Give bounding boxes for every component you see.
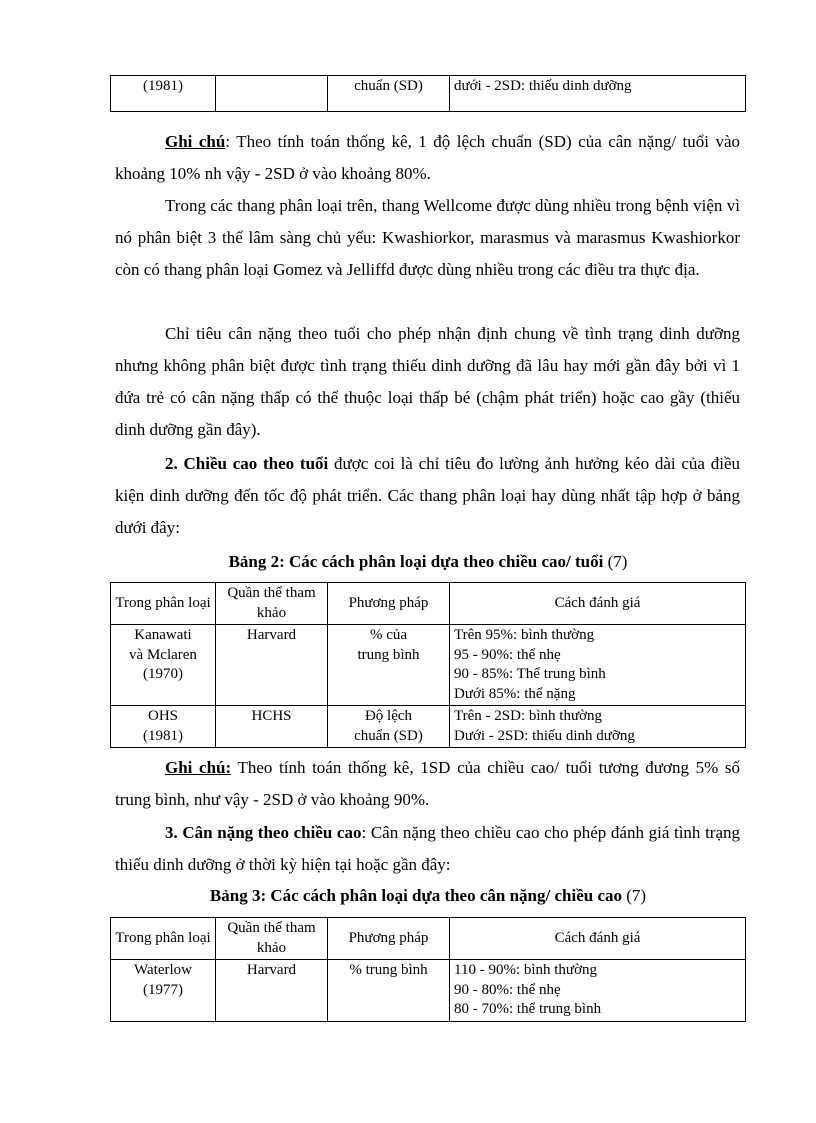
cell-line: Dưới 85%: thể nặng <box>454 685 576 702</box>
table-cell: dưới - 2SD: thiếu dinh dưỡng <box>450 76 746 112</box>
table-cell <box>111 625 216 706</box>
cell-line: Trên 95%: bình thường <box>454 627 595 643</box>
note-text: Theo tính toán thống kê, 1SD của chiều cao/ tuổi tương đương 5% số trung bình, như vậy - 2SD ở vào khoảng 90%. <box>115 758 740 809</box>
table-3 <box>110 917 746 1022</box>
note-text: : Theo tính toán thống kê, 1 độ lệch chuẩn (SD) của cân nặng/ tuổi vào khoảng 10% nh vậy - 2SD ở vào khoảng 80%. <box>115 132 741 183</box>
caption-title: Bảng 2: Các cách phân loại dựa theo chiều cao/ tuổi <box>228 552 604 571</box>
cell-line: Waterlow <box>134 962 192 978</box>
cell-line: OHS <box>147 708 178 724</box>
table-2 <box>110 582 746 748</box>
cell-line: trung bình <box>357 646 420 663</box>
section-heading: 2. Chiều cao theo tuổi <box>165 454 329 473</box>
cell-line: 90 - 85%: Thể trung bình <box>454 666 606 682</box>
column-header: Trong phân loại <box>111 918 216 960</box>
table-cell <box>216 625 328 706</box>
paragraph-2: Chỉ tiêu cân nặng theo tuổi cho phép nhận định chung về tình trạng dinh dưỡng nhưng không phân biệt được tình trạng thiếu dinh dưỡng đã lâu hay mới gần đây bởi vì 1 đứa trẻ có cân nặng thấp có thể thuộc loại thấp bé (chậm phát triển) hoặc cao gầy (thiếu dinh dưỡng gần đây). <box>115 324 740 439</box>
table-cell <box>216 76 328 112</box>
table-cell: (1981) <box>111 76 216 112</box>
table-cell <box>111 706 216 748</box>
note-label: Ghi chú: <box>165 758 232 777</box>
cell-line: 95 - 90%: thể nhẹ <box>454 646 561 663</box>
cell-line: 80 - 70%: thể trung bình <box>454 1001 602 1017</box>
column-header: Phương pháp <box>328 918 450 960</box>
section-text: được coi là chỉ tiêu đo lường ảnh hưởng kéo dài của điều kiện dinh dưỡng đến tốc độ phát triển. Các thang phân loại hay dùng nhất tập hợp ở bảng dưới đây: <box>115 454 740 537</box>
column-header: Cách đánh giá <box>450 583 746 625</box>
table-header-row <box>111 918 746 960</box>
cell-line: Dưới - 2SD: thiếu dinh dưỡng <box>454 727 635 744</box>
table-3-caption <box>110 886 746 906</box>
table-header-row <box>111 583 746 625</box>
section-heading: 3. Cân nặng theo chiều cao <box>165 823 362 842</box>
table-cell <box>328 625 450 706</box>
column-header: Quần thể tham khảo <box>216 918 328 960</box>
table-cell <box>450 706 746 748</box>
table-2-caption <box>110 552 746 572</box>
cell-line: % của <box>369 627 408 643</box>
table-cell <box>111 960 216 1022</box>
table-cell <box>450 960 746 1022</box>
cell-line: Harvard <box>246 627 297 643</box>
table-cell <box>216 960 328 1022</box>
table-row <box>111 625 746 706</box>
column-header: Trong phân loại <box>111 583 216 625</box>
cell-line: Trên - 2SD: bình thường <box>454 708 603 724</box>
caption-ref: (7) <box>603 552 628 571</box>
note-2 <box>115 752 740 816</box>
top-table <box>110 75 746 112</box>
cell-line: Harvard <box>246 962 297 978</box>
section-text: : Cân nặng theo chiều cao cho phép đánh giá tình trạng thiếu dinh dưỡng ở thời kỳ hiện tại hoặc gần đây: <box>115 823 740 874</box>
caption-title: Bảng 3: Các cách phân loại dựa theo cân nặng/ chiều cao <box>209 886 623 905</box>
column-header: Phương pháp <box>328 583 450 625</box>
paragraph-1: Trong các thang phân loại trên, thang Wellcome được dùng nhiều trong bệnh viện vì nó phân biệt 3 thể lâm sàng chủ yếu: Kwashiorkor, marasmus và marasmus Kwashiorkor còn có thang phân loại Gomez và Jelliffd được dùng nhiều trong các điều tra thực địa. <box>115 196 740 279</box>
cell-line: (1970) <box>143 666 183 682</box>
column-header: Cách đánh giá <box>450 918 746 960</box>
table-cell <box>216 706 328 748</box>
table-row <box>111 960 746 1022</box>
cell-line: 90 - 80%: thể nhẹ <box>454 981 561 998</box>
cell-line: (1977) <box>143 981 183 998</box>
table-cell <box>450 625 746 706</box>
cell-line: Kanawati <box>134 627 192 643</box>
cell-line: Độ lệch <box>364 708 413 724</box>
table-cell <box>328 706 450 748</box>
cell-line: và Mclaren <box>129 646 197 663</box>
caption-ref: (7) <box>622 886 647 905</box>
cell-line: chuẩn (SD) <box>354 727 423 744</box>
section-3 <box>115 817 740 881</box>
cell-line: 110 - 90%: bình thường <box>454 962 597 978</box>
table-row <box>111 76 746 112</box>
section-2 <box>115 448 740 544</box>
column-header: Quần thể tham khảo <box>216 583 328 625</box>
cell-line: % trung bình <box>349 962 428 978</box>
cell-line: HCHS <box>251 708 292 724</box>
note-label: Ghi chú <box>165 132 226 151</box>
table-cell: chuẩn (SD) <box>328 76 450 112</box>
note-1 <box>115 126 740 190</box>
table-row <box>111 706 746 748</box>
table-cell <box>328 960 450 1022</box>
cell-line: (1981) <box>143 727 183 744</box>
